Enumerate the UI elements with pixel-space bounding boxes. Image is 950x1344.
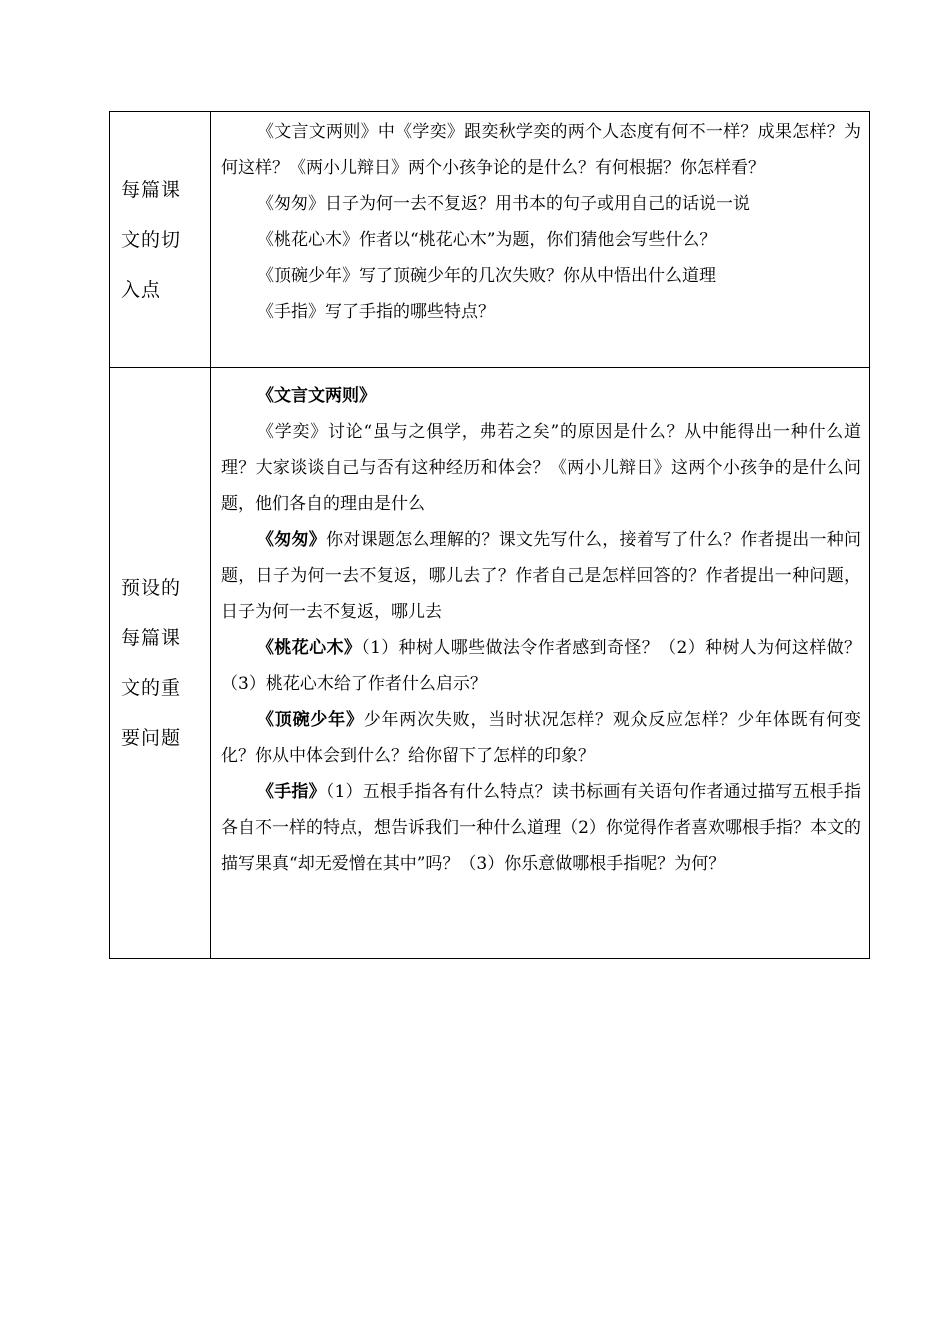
row-content-cell <box>211 368 870 959</box>
question-paragraph <box>221 774 861 882</box>
lesson-title: 《匆匆》 <box>257 530 327 550</box>
table-row-entry-points <box>110 112 870 368</box>
question-paragraph <box>221 522 861 630</box>
question-paragraph <box>221 630 861 702</box>
entry-point-paragraph: 《匆匆》日子为何一去不复返？用书本的句子或用自己的话说一说 <box>257 194 750 214</box>
lesson-plan-table <box>109 111 870 959</box>
entry-point-paragraph: 《桃花心木》作者以“桃花心木”为题，你们猜他会写些什么？ <box>257 230 717 250</box>
row-label: 每篇课文的切入点 <box>121 178 182 301</box>
entry-point-paragraph: 《手指》写了手指的哪些特点？ <box>257 302 495 322</box>
question-text: 你对课题怎么理解的？课文先写什么，接着写了什么？作者提出一种问题，日子为何一去不复返，哪儿去了？作者自己是怎样回答的？作者提出一种问题，日子为何一去不复返，哪儿去 <box>221 530 862 622</box>
row-label: 预设的每篇课文的重要问题 <box>121 577 182 749</box>
question-text: 少年两次失败，当时状况怎样？观众反应怎样？少年体既有何变化？你从中体会到什么？给你留下了怎样的印象？ <box>221 710 862 766</box>
question-paragraph: 《学奕》讨论“虽与之俱学，弗若之矣”的原因是什么？从中能得出一种什么道理？大家谈谈自己与否有这种经历和体会？《两小儿辩日》这两个小孩争的是什么问题，他们各自的理由是什么 <box>221 422 861 514</box>
question-text: （1）五根手指各有什么特点？读书标画有关语句作者通过描写五根手指各自不一样的特点，想告诉我们一种什么道理（2）你觉得作者喜欢哪根手指？本文的描写果真“却无爱憎在其中”吗？（3）你乐意做哪根手指呢？为何？ <box>221 782 861 874</box>
question-text: （1）种树人哪些做法令作者感到奇怪？（2）种树人为何这样做？（3）桃花心木给了作者什么启示？ <box>221 638 862 694</box>
row-label-cell <box>110 112 211 368</box>
lesson-title: 《手指》 <box>257 782 326 802</box>
entry-point-paragraph: 《文言文两则》中《学奕》跟奕秋学奕的两个人态度有何不一样？成果怎样？为何这样？《两小儿辩日》两个小孩争论的是什么？有何根据？你怎样看？ <box>221 122 861 178</box>
row-content-cell <box>211 112 870 368</box>
entry-point-paragraph: 《顶碗少年》写了顶碗少年的几次失败？你从中悟出什么道理 <box>257 266 716 286</box>
table-row-key-questions <box>110 368 870 959</box>
row-label-cell <box>110 368 211 959</box>
lesson-title: 《文言文两则》 <box>257 386 376 406</box>
lesson-title: 《顶碗少年》 <box>257 710 364 730</box>
question-paragraph <box>221 702 861 774</box>
lesson-heading <box>221 378 861 414</box>
lesson-title: 《桃花心木》 <box>257 638 362 658</box>
